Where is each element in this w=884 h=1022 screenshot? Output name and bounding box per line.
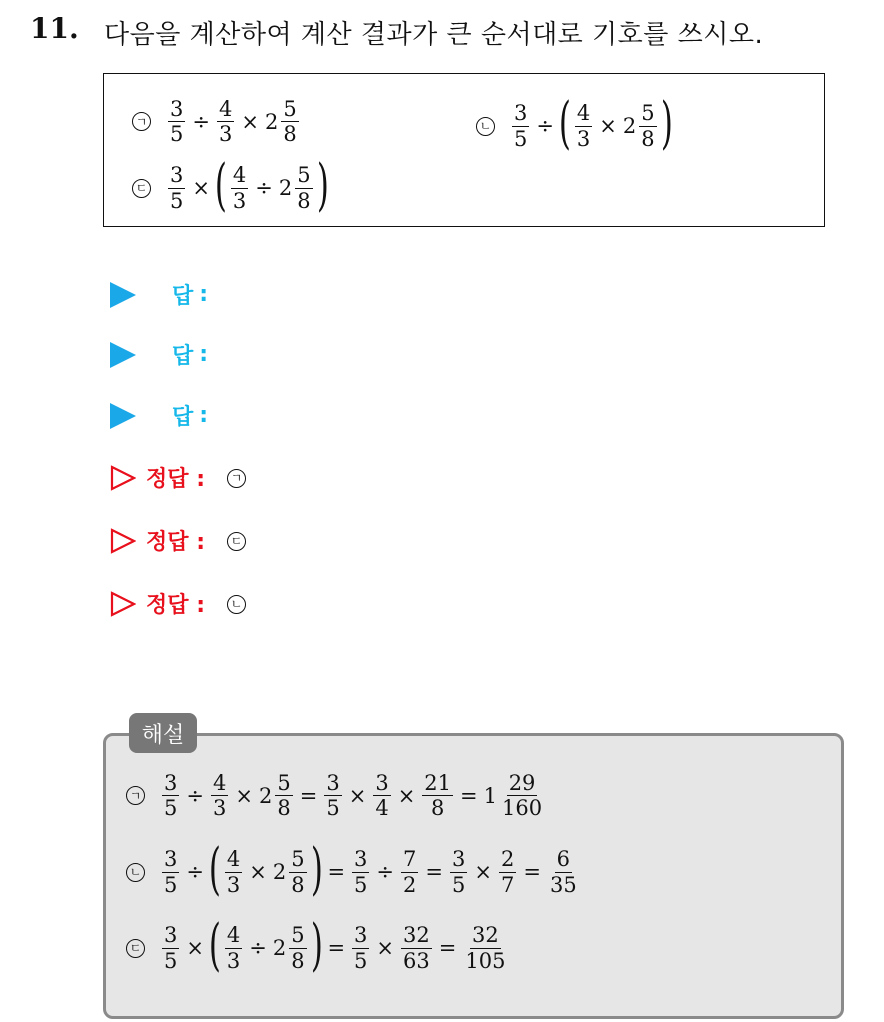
correct-label: 정답 : <box>146 593 205 618</box>
correct-value-3: ㄴ <box>227 595 246 614</box>
problem-b: ㄴ $\frac{3}{5}$ ÷ ( $\frac{4}{3}$ × 2 $\frac{5}{8}$ ) <box>476 98 673 154</box>
solution-c: ㄷ $\frac{3}{5}$ × ( $\frac{4}{3}$ ÷ 2 $\frac{5}{8}$ ) = $\frac{3}{5}$ × $\frac{32}{63}$ = $\frac{32}{105}$ <box>126 920 510 976</box>
answer-label: 답 <box>172 284 194 309</box>
fraction: $\frac{3}{5}$ <box>170 97 184 147</box>
marker-a: ㄱ <box>132 112 151 131</box>
problem-box <box>103 73 825 227</box>
solution-tab: 해설 <box>129 713 197 753</box>
answer-blank-2[interactable]: 답 : <box>110 339 208 370</box>
correct-value-2: ㄷ <box>227 532 246 551</box>
play-triangle-icon <box>110 342 136 368</box>
answer-label: 답 <box>172 344 194 369</box>
correct-value-1: ㄱ <box>227 469 246 488</box>
outline-triangle-icon <box>110 591 136 617</box>
correct-label: 정답 : <box>146 467 205 492</box>
question-number: 11. <box>30 12 79 45</box>
correct-answer-2 <box>110 525 246 556</box>
answer-blank-1[interactable]: 답 : <box>110 279 208 310</box>
correct-answer-3 <box>110 588 246 619</box>
question-text: 다음을 계산하여 계산 결과가 큰 순서대로 기호를 쓰시오. <box>104 20 764 50</box>
correct-answer-1 <box>110 462 246 493</box>
play-triangle-icon <box>110 282 136 308</box>
outline-triangle-icon <box>110 528 136 554</box>
problem-a: ㄱ $\frac{3}{5}$ ÷ $\frac{4}{3}$ × 2 $\frac{5}{8}$ <box>132 98 302 145</box>
outline-triangle-icon <box>110 465 136 491</box>
marker-b: ㄴ <box>476 117 495 136</box>
solution-box <box>103 733 844 1019</box>
correct-label: 정답 : <box>146 530 205 555</box>
problem-c: ㄷ $\frac{3}{5}$ × ( $\frac{4}{3}$ ÷ 2 $\frac{5}{8}$ ) <box>132 160 329 216</box>
answer-label: 답 <box>172 405 194 430</box>
solution-b: ㄴ $\frac{3}{5}$ ÷ ( $\frac{4}{3}$ × 2 $\frac{5}{8}$ ) = $\frac{3}{5}$ ÷ $\frac{7}{2}$ = $\frac{3}{5}$ × $\frac{2}{7}$ = $\frac{6}{35}$ <box>126 844 582 900</box>
answer-blank-3[interactable]: 답 : <box>110 400 208 431</box>
play-triangle-icon <box>110 403 136 429</box>
solution-a: ㄱ $\frac{3}{5}$ ÷ $\frac{4}{3}$ × 2 $\frac{5}{8}$ = $\frac{3}{5}$ × $\frac{3}{4}$ × $\frac{21}{8}$ = 1 $\frac{29}{160}$ <box>126 772 547 819</box>
marker-c: ㄷ <box>132 179 151 198</box>
